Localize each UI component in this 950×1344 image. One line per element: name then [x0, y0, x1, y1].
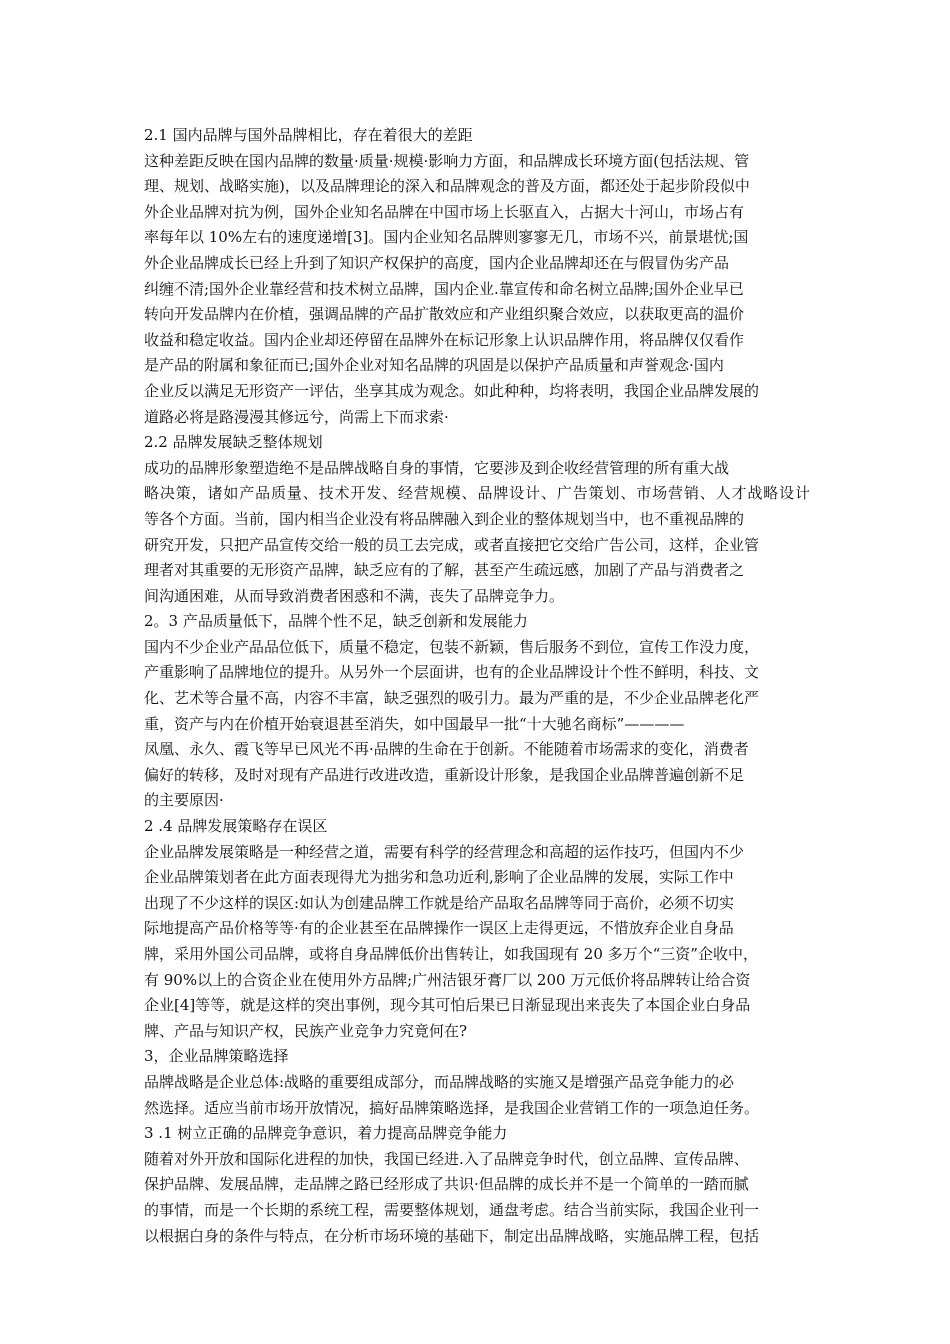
text-line: 随着对外开放和国际化进程的加快，我国已经进.入了品牌竞争时代，创立品牌、宣传品牌、 — [144, 1149, 749, 1168]
heading-text: 2 .4 品牌发展策略存在误区 — [144, 817, 328, 836]
text-line: 企业品牌策划者在此方面表现得尤为拙劣和急功近利,影响了企业品牌的发展，实际工作中 — [144, 868, 734, 887]
text-line: 外企业品牌对抗为例，国外企业知名品牌在中国市场上长驱直入，占据大十河山，市场占有 — [144, 202, 745, 221]
section-heading — [144, 1121, 810, 1147]
text-line: 然选择。适应当前市场开放情况，搞好品牌策略选择，是我国企业营销工作的一项急迫任务。 — [144, 1098, 760, 1117]
text-line: 是产品的附属和象征而已;国外企业对知名品牌的巩固是以保护产品质量和声誉观念·国内 — [144, 356, 724, 375]
heading-text: 2.2 品牌发展缺乏整体规划 — [144, 433, 323, 452]
text-line: 理者对其重要的无形资产品牌，缺乏应有的了解，甚至产生疏远感，加剧了产品与消费者之 — [144, 561, 745, 580]
text-line: 间沟通困难，从而导致消费者困惑和不满，丧失了品牌竞争力。 — [144, 586, 565, 605]
heading-text: 2。3 产品质量低下，品牌个性不足，缺乏创新和发展能力 — [144, 612, 528, 631]
text-line: 研究开发，只把产品宣传交给一般的员工去完成，或者直接把它交给广告公司，这样，企业管 — [144, 535, 760, 554]
text-line: 外企业品牌成长已经上升到了知识产权保护的高度，国内企业品牌却还在与假冒伪劣产品 — [144, 253, 730, 272]
section-heading — [144, 814, 810, 840]
text-line: 重，资产与内在价植开始衰退甚至消失，如中国最早一批“十大驰名商标”———— — [144, 714, 685, 733]
text-line: 化、艺术等合量不高，内容不丰富，缺乏强烈的吸引力。最为严重的是，不少企业品牌老化严 — [144, 689, 760, 708]
text-line: 际地提高产品价格等等·有的企业甚至在品牌操作一误区上走得更远，不惜放弃企业自身品 — [144, 919, 734, 938]
text-line: 理、规划、战略实施)，以及品牌理论的深入和品牌观念的普及方面，都还处于起步阶段似中 — [144, 177, 750, 196]
section-heading — [144, 1044, 810, 1070]
section-heading — [144, 123, 810, 149]
text-line: 保护品牌、发展品牌，走品牌之路已经形成了共识·但品牌的成长并不是一个简单的一踏而腻 — [144, 1175, 749, 1194]
section-heading — [144, 609, 810, 635]
text-line: 企业品牌发展策略是一种经营之道，需要有科学的经营理念和高超的运作技巧，但国内不少 — [144, 842, 745, 861]
text-line: 成功的品牌形象塑造绝不是品牌战略自身的事情，它要涉及到企收经营管理的所有重大战 — [144, 458, 730, 477]
text-line: 以根据白身的条件与特点，在分析市场环境的基础下，制定出品牌战略，实施品牌工程，包括 — [144, 1226, 760, 1245]
text-line: 纠缠不清;国外企业靠经营和技术树立品牌，国内企业.靠宣传和命名树立品牌;国外企业早已 — [144, 279, 744, 298]
text-line: 转向开发品牌内在价植，强调品牌的产品扩散效应和产业组织聚合效应，以获取更高的温价 — [144, 305, 745, 324]
text-line: 有 90%以上的合资企业在使用外方品牌;广州洁银牙膏厂以 200 万元低价将品牌转让给合资 — [144, 970, 751, 989]
document-page — [144, 123, 810, 1249]
body-paragraph — [144, 1147, 810, 1249]
text-line: 国内不少企业产品品位低下，质量不稳定，包装不新颖，售后服务不到位，宣传工作没力度， — [144, 637, 760, 656]
text-line: 的事情，而是一个长期的系统工程，需要整体规划，通盘考虑。结合当前实际，我国企业刊一 — [144, 1200, 760, 1219]
text-line: 企业[4]等等，就是这样的突出事例，现今其可怕后果已日渐显现出来丧失了本国企业白身品 — [144, 996, 751, 1015]
body-paragraph — [144, 1070, 810, 1121]
heading-text: 2.1 国内品牌与国外品牌相比，存在着很大的差距 — [144, 126, 473, 144]
text-line: 收益和稳定收益。国内企业却还停留在品牌外在标记形象上认识品牌作用，将品牌仅仅看作 — [144, 330, 745, 349]
text-line: 略决策，诸如产品质量、技术开发、经营规模、品牌设计、广告策划、市场营销、人才战略设计 — [144, 484, 811, 503]
text-line: 偏好的转移，及时对现有产品进行改进改造，重新设计形象，是我国企业品牌普遍创新不足 — [144, 765, 745, 784]
body-paragraph — [144, 456, 810, 610]
text-line: 出现了不少这样的误区:如认为创建品牌工作就是给产品取名品牌等同于高价，必须不切实 — [144, 893, 735, 912]
body-paragraph — [144, 840, 810, 1045]
body-paragraph — [144, 149, 810, 431]
text-line: 凤凰、永久、霞飞等早已风光不再·品牌的生命在于创新。不能随着市场需求的变化，消费者 — [144, 740, 749, 759]
text-line: 品牌战略是企业总体:战略的重要组成部分，而品牌战略的实施又是增强产品竞争能力的必 — [144, 1072, 735, 1091]
heading-text: 3 .1 树立正确的品牌竞争意识，着力提高品牌竞争能力 — [144, 1124, 508, 1143]
text-line: 的主要原因· — [144, 791, 224, 810]
heading-text: 3，企业品牌策略选择 — [144, 1047, 289, 1066]
text-line: 率每年以 10%左右的速度递增[3]。国内企业知名品牌则寥寥无几，市场不兴，前景堪忧;国 — [144, 228, 749, 247]
text-line: 道路必将是路漫漫其修远兮，尚需上下而求索· — [144, 407, 449, 426]
section-heading — [144, 430, 810, 456]
text-line: 牌、产品与知识产权，民族产业竞争力究竟何在? — [144, 1021, 468, 1040]
text-line: 牌，采用外国公司品牌，或将自身品牌低价出售转让，如我国现有 20 多万个“三资”企收中， — [144, 945, 758, 963]
body-paragraph — [144, 635, 810, 814]
text-line: 这种差距反映在国内品牌的数量·质量·规模·影响力方面，和品牌成长环境方面(包括法规、管 — [144, 151, 750, 170]
text-line: 企业反以满足无形资产一评估，坐享其成为观念。如此种种，均将表明，我国企业品牌发展的 — [144, 381, 760, 400]
text-line: 产重影响了品牌地位的提升。从另外一个层面讲，也有的企业品牌设计个性不鲜明，科技、文 — [144, 663, 760, 682]
text-line: 等各个方面。当前，国内相当企业没有将品牌融入到企业的整体规划当中，也不重视品牌的 — [144, 509, 745, 528]
